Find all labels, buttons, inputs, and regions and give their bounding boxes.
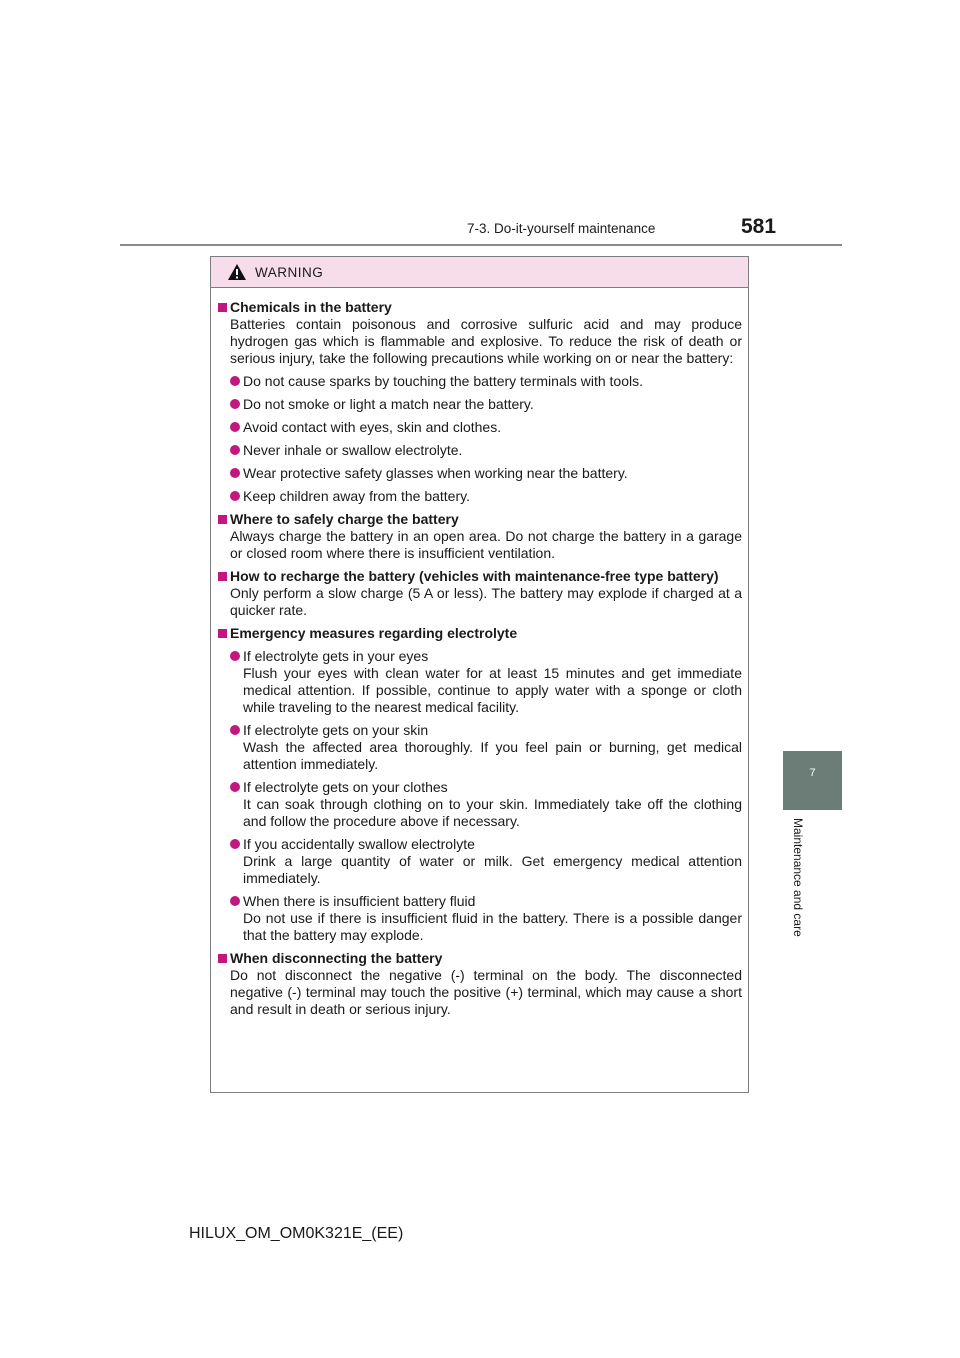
list-item	[230, 488, 742, 505]
list-item	[230, 396, 742, 413]
section-heading-text: How to recharge the battery (vehicles with maintenance-free type battery)	[230, 568, 719, 584]
warning-triangle-icon	[227, 263, 247, 286]
document-code: HILUX_OM_OM0K321E_(EE)	[189, 1225, 404, 1242]
bullet-title: Do not smoke or light a match near the battery.	[243, 396, 534, 412]
section-heading-text: Where to safely charge the battery	[230, 511, 459, 527]
warning-box	[210, 256, 749, 1093]
chapter-number: 7	[809, 767, 816, 779]
list-item	[230, 465, 742, 482]
bullet-content	[243, 893, 742, 944]
bullet-title: Wear protective safety glasses when working near the battery.	[243, 465, 628, 481]
bullet-text: Drink a large quantity of water or milk. Get emergency medical attention immediately.	[243, 853, 742, 886]
bullet-title: When there is insufficient battery fluid	[243, 893, 476, 909]
circle-bullet-icon	[230, 468, 240, 478]
section-text: Always charge the battery in an open area. Do not charge the battery in a garage or closed room where there is insufficient ventilation.	[230, 528, 742, 561]
square-bullet-icon	[218, 629, 227, 638]
section-heading	[218, 511, 742, 528]
bullet-title: If electrolyte gets on your clothes	[243, 779, 448, 795]
bullet-title: Keep children away from the battery.	[243, 488, 470, 504]
chapter-title: Maintenance and care	[791, 818, 805, 937]
bullet-content	[243, 373, 742, 390]
section-heading-text: Emergency measures regarding electrolyte	[230, 625, 518, 641]
bullet-content	[243, 396, 742, 413]
bullet-content	[243, 648, 742, 716]
circle-bullet-icon	[230, 399, 240, 409]
warning-section	[218, 568, 742, 619]
circle-bullet-icon	[230, 376, 240, 386]
bullet-title: Avoid contact with eyes, skin and clothes.	[243, 419, 502, 435]
bullet-title: Never inhale or swallow electrolyte.	[243, 442, 463, 458]
bullet-content	[243, 442, 742, 459]
bullet-title: If electrolyte gets in your eyes	[243, 648, 429, 664]
section-heading	[218, 299, 742, 316]
section-title: 7-3. Do-it-yourself maintenance	[467, 221, 656, 236]
bullet-list	[218, 373, 742, 505]
warning-body	[211, 288, 748, 1018]
bullet-text: Flush your eyes with clean water for at least 15 minutes and get immediate medical attention. If possible, continue to apply water with a sponge or cloth while traveling to the nearest medical facility.	[243, 665, 742, 715]
section-heading-text: When disconnecting the battery	[230, 950, 443, 966]
bullet-title: If electrolyte gets on your skin	[243, 722, 429, 738]
bullet-content	[243, 465, 742, 482]
section-text: Do not disconnect the negative (-) terminal on the body. The disconnected negative (-) terminal may touch the positive (+) terminal, which may cause a short and result in death or serious injury.	[230, 967, 742, 1017]
bullet-content	[243, 419, 742, 436]
header-divider	[120, 244, 842, 246]
list-item	[230, 442, 742, 459]
circle-bullet-icon	[230, 839, 240, 849]
list-item	[230, 779, 742, 830]
section-heading-text: Chemicals in the battery	[230, 299, 392, 315]
square-bullet-icon	[218, 303, 227, 312]
bullet-title: Do not cause sparks by touching the battery terminals with tools.	[243, 373, 643, 389]
bullet-title: If you accidentally swallow electrolyte	[243, 836, 475, 852]
section-heading	[218, 625, 742, 642]
warning-section	[218, 625, 742, 944]
list-item	[230, 373, 742, 390]
section-heading	[218, 568, 742, 585]
circle-bullet-icon	[230, 422, 240, 432]
warning-section	[218, 299, 742, 505]
bullet-content	[243, 779, 742, 830]
bullet-text: It can soak through clothing on to your skin. Immediately take off the clothing and follow the procedure above if necessary.	[243, 796, 742, 829]
circle-bullet-icon	[230, 651, 240, 661]
bullet-list	[218, 648, 742, 944]
circle-bullet-icon	[230, 782, 240, 792]
circle-bullet-icon	[230, 725, 240, 735]
warning-section	[218, 511, 742, 562]
circle-bullet-icon	[230, 445, 240, 455]
list-item	[230, 419, 742, 436]
list-item	[230, 836, 742, 887]
chapter-tab	[783, 751, 842, 810]
circle-bullet-icon	[230, 896, 240, 906]
square-bullet-icon	[218, 954, 227, 963]
bullet-content	[243, 722, 742, 773]
section-heading	[218, 950, 742, 967]
list-item	[230, 722, 742, 773]
bullet-text: Do not use if there is insufficient fluid in the battery. There is a possible danger that the battery may explode.	[243, 910, 742, 943]
warning-header	[211, 257, 748, 288]
list-item	[230, 893, 742, 944]
warning-section	[218, 950, 742, 1018]
list-item	[230, 648, 742, 716]
square-bullet-icon	[218, 572, 227, 581]
bullet-content	[243, 488, 742, 505]
bullet-text: Wash the affected area thoroughly. If you feel pain or burning, get medical attention immediately.	[243, 739, 742, 772]
section-text: Only perform a slow charge (5 A or less). The battery may explode if charged at a quicker rate.	[230, 585, 742, 618]
square-bullet-icon	[218, 515, 227, 524]
bullet-content	[243, 836, 742, 887]
section-text: Batteries contain poisonous and corrosive sulfuric acid and may produce hydrogen gas which is flammable and explosive. To reduce the risk of death or serious injury, take the following precautions while working on or near the battery:	[230, 316, 742, 366]
circle-bullet-icon	[230, 491, 240, 501]
page-number: 581	[741, 215, 777, 238]
warning-title: WARNING	[255, 265, 324, 280]
